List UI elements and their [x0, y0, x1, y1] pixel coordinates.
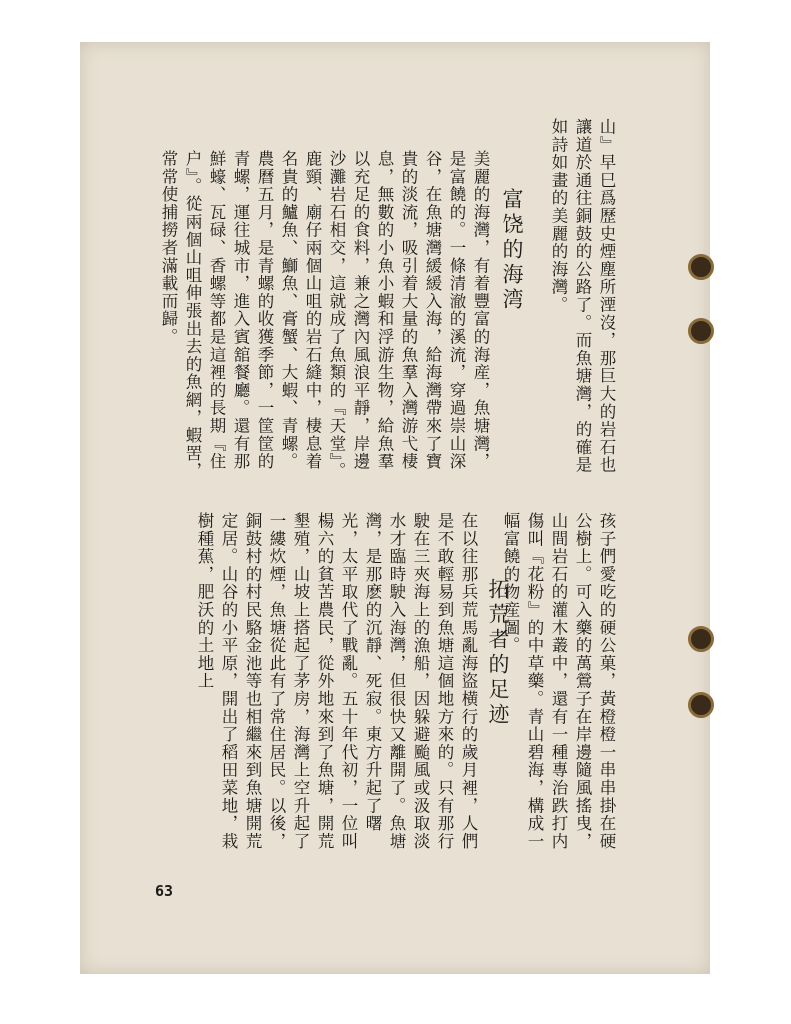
punch-hole [688, 626, 714, 652]
punch-hole [688, 692, 714, 718]
bottom-body-text: 在以往那兵荒馬亂海盜横行的歲月裡，人們是不敢輕易到魚塘這個地方來的。只有那行駛在三夾海上的漁船，因躲避颱風或汲取淡水才臨時駛入海灣，但很快又離開了。魚塘灣，是那麽的沉靜、死寂。東方升起了曙光，太平取代了戰亂。五十年代初，一位叫楊六的貧苦農民，從外地來到了魚塘，開荒墾殖，山坡上搭起了茅房，海灣上空升起了一縷炊煙，魚塘從此有了常住居民。以後，銅鼓村的村民駱金池等也相繼來到魚塘開荒定居。山谷的小平原，開出了稻田菜地，栽樹種蕉，肥沃的土地上 [195, 512, 478, 851]
punch-hole [688, 254, 714, 280]
section-title-pioneers-footprints: 拓荒者的足迹 [486, 578, 510, 728]
punch-hole [688, 318, 714, 344]
page-number: 63 [155, 882, 174, 900]
top-body-text: 美麗的海灣，有着豐富的海産，魚塘灣，是富饒的。一條清澈的溪流，穿過崇山深谷，在魚塘灣緩緩入海，給海灣帶來了寶貴的淡流，吸引着大量的魚羣入灣游弋棲息，無數的小魚小蝦和浮游生物，給魚羣以充足的食料，兼之灣內風浪平靜，岸邊沙灘岩石相交，這就成了魚類的『天堂』。鹿頸、廟仔兩個山咀的岩石縫中，棲息着名貴的鱸魚、鰤魚、膏蟹、大蝦、青螺。農曆五月，是青螺的收獲季節，一筐筐的青螺，運往城市，進入賓舘餐廳。還有那鮮蠔、瓦碌、香螺等都是這裡的長期『住户』。從兩個山咀伸張出去的魚網，蝦罟，常常使捕撈者滿載而歸。 [159, 150, 490, 480]
section-title-fertile-bay: 富饶的海湾 [500, 188, 524, 313]
top-intro-text: 山』早巳爲歷史煙塵所湮沒，那巨大的岩石也讓道於通往銅鼓的公路了。而魚塘灣，的確是如詩如畫的美麗的海灣。 [549, 118, 616, 474]
bottom-intro-text: 孩子們愛吃的硬公菓，黃橙橙一串串掛在硬公樹上。可入藥的萬鶯子在岸邊隨風搖曳，山間岩石的灌木叢中，還有一種專治跌打内傷叫『花粉』的中草藥。青山碧海，構成一幅富饒的物産圖。 [501, 512, 616, 851]
